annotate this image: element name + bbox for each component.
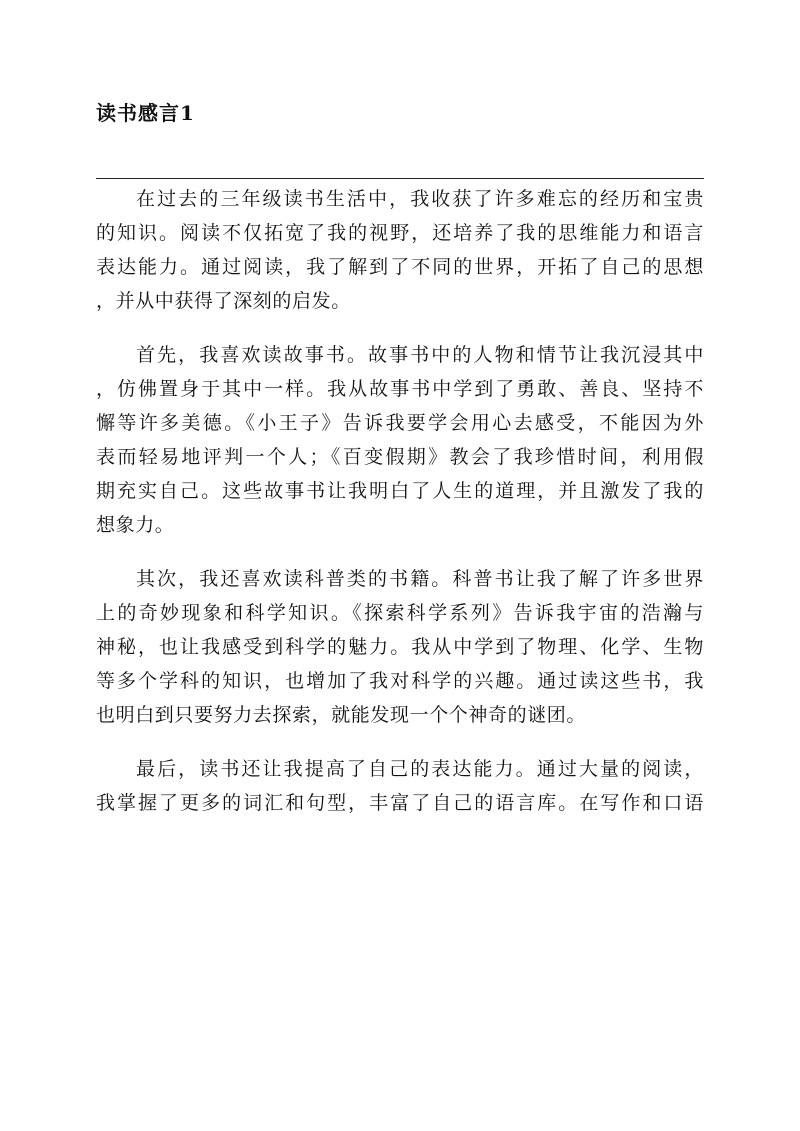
- text-line: 上的奇妙现象和科学知识。《探索科学系列》告诉我宇宙的浩瀚与: [96, 602, 704, 624]
- document-body: [96, 182, 704, 840]
- paragraph-1: [96, 182, 704, 318]
- text-line: ，仿佛置身于其中一样。我从故事书中学到了勇敢、善良、坚持不: [96, 378, 704, 400]
- title-divider: [96, 178, 704, 179]
- text-line: 神秘，也让我感受到科学的魅力。我从中学到了物理、化学、生物: [96, 636, 704, 658]
- paragraph-3: [96, 562, 704, 732]
- text-line: 表达能力。通过阅读，我了解到了不同的世界，开拓了自己的思想: [96, 256, 704, 278]
- text-line: 我掌握了更多的词汇和句型，丰富了自己的语言库。在写作和口语: [96, 792, 704, 814]
- text-line: ，并从中获得了深刻的启发。: [96, 290, 351, 312]
- text-line: 表而轻易地评判一个人；《百变假期》教会了我珍惜时间，利用假: [96, 446, 704, 468]
- text-line: 最后，读书还让我提高了自己的表达能力。通过大量的阅读，: [136, 758, 704, 780]
- text-line: 等多个学科的知识，也增加了我对科学的兴趣。通过读这些书，我: [96, 670, 704, 692]
- paragraph-4: [96, 752, 704, 820]
- text-line: 期充实自己。这些故事书让我明白了人生的道理，并且激发了我的: [96, 480, 704, 502]
- text-line: 也明白到只要努力去探索，就能发现一个个神奇的谜团。: [96, 704, 587, 726]
- document-title: 读书感言1: [96, 101, 195, 125]
- text-line: 其次，我还喜欢读科普类的书籍。科普书让我了解了许多世界: [136, 568, 704, 590]
- text-line: 首先，我喜欢读故事书。故事书中的人物和情节让我沉浸其中: [136, 344, 704, 366]
- paragraph-2: [96, 338, 704, 542]
- text-line: 在过去的三年级读书生活中，我收获了许多难忘的经历和宝贵: [136, 188, 704, 210]
- text-line: 的知识。阅读不仅拓宽了我的视野，还培养了我的思维能力和语言: [96, 222, 704, 244]
- text-line: 想象力。: [96, 514, 175, 536]
- text-line: 懈等许多美德。《小王子》告诉我要学会用心去感受，不能因为外: [96, 412, 704, 434]
